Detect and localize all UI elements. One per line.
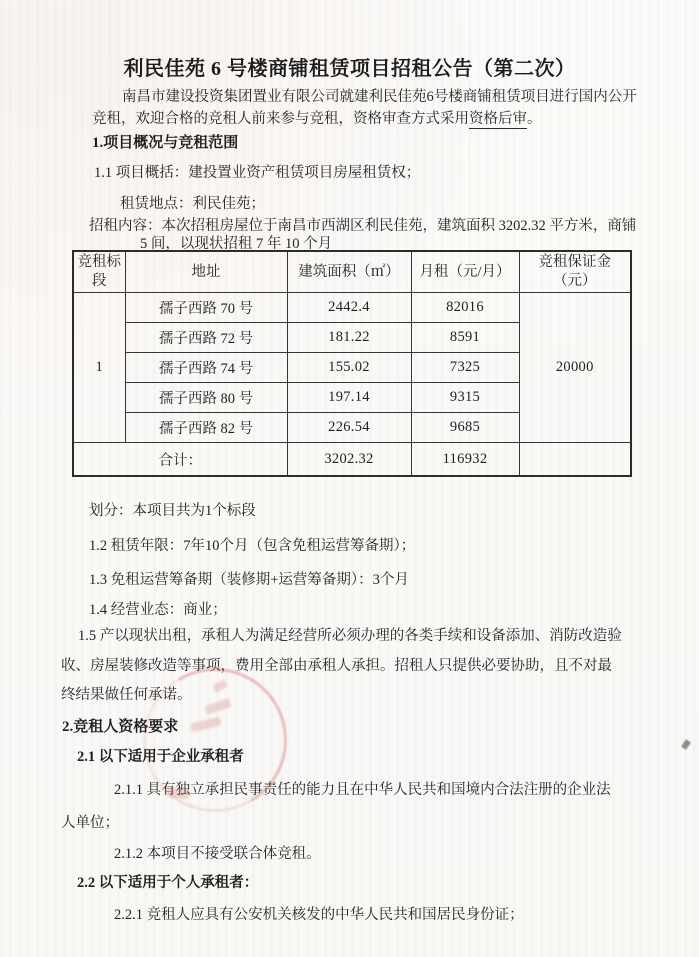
address-cell: 孺子西路 70 号 <box>125 293 287 323</box>
address-cell: 孺子西路 82 号 <box>125 413 287 443</box>
col-header-deposit: 竞租保证金（元） <box>519 251 631 293</box>
division-note: 划分：本项目共为1个标段 <box>89 503 256 519</box>
area-cell: 226.54 <box>287 413 411 443</box>
item-1-3-free-period: 1.3 免租运营筹备期（装修期+运营筹备期）：3个月 <box>89 572 409 588</box>
item-1-5-line-2: 收、房屋装修改造等事项，费用全部由承租人承担。招租人只提供必要协助，且不对最 <box>61 658 612 674</box>
rental-location: 租赁地点：利民佳苑； <box>120 196 265 212</box>
item-2-1: 2.1 以下适用于企业承租者 <box>77 749 244 765</box>
address-cell: 孺子西路 80 号 <box>125 383 287 413</box>
item-2-2: 2.2 以下适用于个人承租者： <box>77 875 259 891</box>
scan-speck <box>681 739 691 750</box>
intro-line-2-period: 。 <box>527 111 542 127</box>
section-2-heading: 2.竞租人资格要求 <box>62 719 179 735</box>
item-1-4-business-type: 1.4 经营业态：商业； <box>89 602 227 618</box>
total-rent-cell: 116932 <box>411 443 519 477</box>
table-row <box>73 293 631 323</box>
red-stamp-ring <box>128 653 303 828</box>
col-header-rent: 月租（元/月） <box>411 251 519 293</box>
item-2-1-1-line-1: 2.1.1 具有独立承担民事责任的能力且在中华人民共和国境内合法注册的企业法 <box>114 782 611 798</box>
total-deposit-empty-cell <box>519 443 631 477</box>
intro-line-1: 南昌市建设投资集团置业有限公司就建利民佳苑6号楼商铺租赁项目进行国内公开 <box>122 89 637 105</box>
rent-cell: 82016 <box>411 293 519 323</box>
rental-content-line-1: 招租内容：本次招租房屋位于南昌市西湖区利民佳苑，建筑面积 3202.32 平方米，商铺 <box>89 218 637 234</box>
table-total-row <box>73 443 631 477</box>
item-1-2-term: 1.2 租赁年限：7年10个月（包含免租运营筹备期）； <box>89 538 416 554</box>
item-2-2-1: 2.2.1 竞租人应具有公安机关核发的中华人民共和国居民身份证； <box>114 907 524 923</box>
rental-content-line-2: 5 间，以现状招租 7 年 10 个月 <box>140 236 333 252</box>
col-header-area: 建筑面积（㎡） <box>287 251 411 293</box>
rental-lots-table <box>72 250 632 477</box>
total-area-cell: 3202.32 <box>287 443 411 477</box>
rent-cell: 9315 <box>411 383 519 413</box>
item-1-5-line-1: 1.5 产以现状出租，承租人为满足经营所必须办理的各类手续和设备添加、消防改造验 <box>78 628 622 644</box>
area-cell: 197.14 <box>287 383 411 413</box>
area-cell: 181.22 <box>287 323 411 353</box>
table-header-row <box>73 251 631 293</box>
page-title: 利民佳苑 6 号楼商铺租赁项目招租公告（第二次） <box>123 58 576 80</box>
area-cell: 2442.4 <box>287 293 411 323</box>
area-cell: 155.02 <box>287 353 411 383</box>
col-header-section: 竞租标段 <box>73 251 125 293</box>
intro-line-2 <box>92 110 542 129</box>
item-2-1-2: 2.1.2 本项目不接受联合体竞租。 <box>114 846 321 862</box>
address-cell: 孺子西路 74 号 <box>125 353 287 383</box>
section-number-cell: 1 <box>73 293 125 443</box>
section-1-heading: 1.项目概况与竞租范围 <box>92 135 239 151</box>
intro-line-2-text: 竞租，欢迎合格的竞租人前来参与竞租，资格审查方式采用 <box>92 111 469 127</box>
item-2-1-1-line-2: 人单位； <box>61 815 119 831</box>
col-header-address: 地址 <box>125 251 287 293</box>
address-cell: 孺子西路 72 号 <box>125 323 287 353</box>
qualification-review-underlined: 资格后审 <box>469 111 527 127</box>
total-label-cell: 合计： <box>73 443 287 477</box>
item-1-1-overview: 1.1 项目概括：建投置业资产租赁项目房屋租赁权； <box>94 165 421 181</box>
rent-cell: 7325 <box>411 353 519 383</box>
rent-cell: 8591 <box>411 323 519 353</box>
item-1-5-line-3: 终结果做任何承诺。 <box>61 687 192 703</box>
rent-cell: 9685 <box>411 413 519 443</box>
deposit-cell: 20000 <box>519 293 631 443</box>
